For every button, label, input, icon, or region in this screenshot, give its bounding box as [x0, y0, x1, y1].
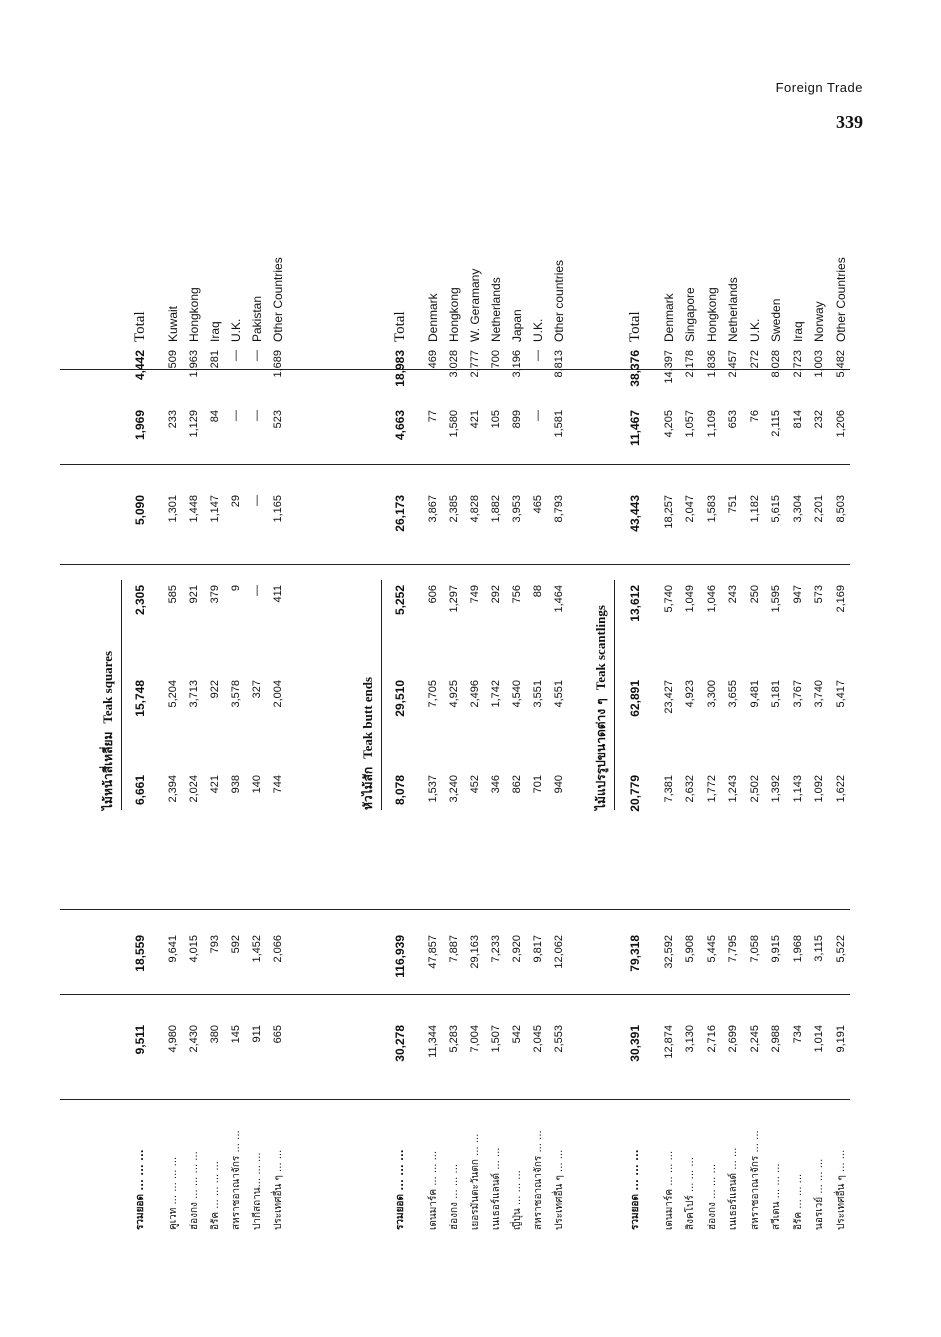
value-cell: 1,448 — [188, 495, 200, 523]
country-thai: คูเวท ... ... ... ... — [168, 1156, 179, 1230]
table-row — [268, 200, 289, 1230]
country-thai: เนเธอร์แลนด์ ... ... — [728, 1147, 739, 1230]
value-cell: 15,748 — [133, 680, 147, 717]
value-cell: 380 — [209, 1025, 221, 1044]
table-row — [163, 200, 184, 1230]
value-cell: 116,939 — [393, 935, 407, 978]
country-english: Total — [627, 311, 643, 342]
country-english: Other Countries — [271, 257, 285, 342]
value-cell: 3,300 — [705, 680, 718, 708]
value-cell: 9,511 — [133, 1025, 147, 1055]
page-number: 339 — [836, 112, 863, 132]
value-cell: 2,047 — [684, 495, 696, 523]
value-cell: 7,058 — [748, 935, 761, 963]
value-cell: 4,551 — [553, 680, 565, 708]
value-cell: 1,464 — [553, 585, 565, 613]
table-row — [831, 200, 852, 1230]
value-cell: 2,305 — [133, 585, 147, 616]
value-cell: 3,028 — [448, 350, 460, 378]
country-thai: สหราชอาณาจักร ... ... — [231, 1130, 242, 1230]
table-row — [702, 200, 723, 1230]
category-label-thai: ไม้แปรรูปขนาดต่าง ๆ — [594, 698, 608, 810]
value-cell: 2,169 — [834, 585, 847, 613]
value-cell: 1,014 — [813, 1025, 825, 1053]
country-thai: สวีเดน ... ... ... — [771, 1163, 782, 1230]
value-cell: 12,062 — [553, 935, 565, 969]
category-underline — [381, 580, 382, 810]
value-cell: 7,381 — [662, 775, 675, 803]
value-cell: 2,777 — [469, 350, 481, 378]
country-thai: อิรัค ... ... ... ... — [210, 1161, 221, 1230]
value-cell: 30,278 — [393, 1025, 407, 1062]
table-row — [507, 200, 528, 1230]
value-cell: 2,385 — [448, 495, 460, 523]
value-cell: 30,391 — [628, 1025, 642, 1062]
running-header: Foreign Trade — [775, 80, 863, 95]
value-cell: 947 — [791, 585, 804, 604]
category-underline — [614, 580, 615, 810]
value-cell: 2,045 — [532, 1025, 544, 1053]
value-cell: 4,923 — [684, 680, 696, 708]
value-cell: 2,066 — [272, 935, 284, 963]
country-english: Pakistan — [250, 295, 264, 342]
value-cell: 421 — [209, 775, 221, 794]
value-cell: 452 — [469, 775, 481, 794]
value-cell: 911 — [251, 1025, 263, 1043]
value-cell: 7,795 — [727, 935, 739, 963]
value-cell: — — [230, 350, 242, 361]
value-cell: 272 — [748, 350, 761, 369]
value-cell: 3,240 — [448, 775, 460, 803]
value-cell: 29 — [230, 495, 242, 508]
value-cell: 281 — [209, 350, 221, 369]
value-cell: 922 — [209, 680, 221, 699]
country-english: U.K. — [229, 318, 243, 342]
value-cell: — — [251, 350, 263, 361]
value-cell: 5,181 — [770, 680, 782, 708]
value-cell: 2,457 — [727, 350, 739, 378]
value-cell: 3,551 — [532, 680, 544, 708]
value-cell: 79,318 — [628, 935, 642, 972]
value-cell: 2,496 — [469, 680, 481, 708]
value-cell: 62,891 — [628, 680, 642, 717]
table-row — [659, 200, 680, 1230]
value-cell: 8,078 — [393, 775, 407, 806]
country-english: Hongkong — [704, 287, 719, 342]
value-cell: 2,699 — [727, 1025, 739, 1053]
country-thai: ญี่ปุ่น ... ... ... — [512, 1170, 523, 1230]
value-cell: 5,740 — [662, 585, 675, 613]
country-thai: รวมยอด ... ... ... — [135, 1149, 146, 1230]
value-cell: 1,595 — [770, 585, 782, 613]
category-label-english: Teak squares — [100, 650, 115, 724]
value-cell: 5,090 — [133, 495, 147, 526]
value-cell: 1,109 — [705, 410, 718, 438]
total-row — [625, 200, 646, 1230]
value-cell: 1,622 — [834, 775, 847, 803]
country-thai: ประเทศอื่น ๆ ... ... — [554, 1149, 565, 1230]
country-english: U.K. — [531, 318, 545, 342]
value-cell: 5,522 — [834, 935, 847, 963]
value-cell: 145 — [230, 1025, 242, 1044]
value-cell: 1,507 — [490, 1025, 502, 1053]
value-cell: 573 — [813, 585, 825, 604]
category-label-thai: หัวไม้สัก — [361, 766, 375, 810]
value-cell: 1,452 — [251, 935, 263, 963]
country-thai: เยอรมันตะวันตก ... ... — [470, 1133, 481, 1230]
value-cell: 7,887 — [448, 935, 460, 963]
value-cell: 243 — [727, 585, 739, 604]
value-cell: 140 — [251, 775, 263, 794]
country-thai: นอรเวย์ ... ... ... — [814, 1158, 825, 1230]
country-thai: เดนมาร์ค ... ... ... — [428, 1150, 439, 1230]
country-thai: สิงคโปร์ ... ... ... — [685, 1157, 696, 1230]
value-cell: 2,004 — [272, 680, 284, 708]
value-cell: 1,129 — [188, 410, 200, 438]
table-row — [549, 200, 570, 1230]
value-cell: 232 — [813, 410, 825, 429]
category-label — [592, 605, 611, 810]
country-english: Hongkong — [447, 287, 461, 342]
value-cell: 1,147 — [209, 495, 221, 523]
value-cell: 751 — [727, 495, 739, 514]
value-cell: 38,376 — [628, 350, 642, 387]
value-cell: 4,205 — [662, 410, 675, 438]
value-cell: 379 — [209, 585, 221, 604]
category-label-thai: ไม้หน้าสี่เหลี่ยม — [101, 731, 115, 810]
country-english: Denmark — [661, 293, 676, 342]
country-thai: รวมยอด ... ... ... — [630, 1149, 641, 1230]
value-cell: 1,057 — [684, 410, 696, 438]
total-row — [130, 200, 151, 1230]
category-label-english: Teak scantlings — [593, 605, 608, 691]
value-cell: 32,592 — [662, 935, 675, 969]
value-cell: 1,092 — [813, 775, 825, 803]
value-cell: — — [532, 350, 544, 361]
value-cell: 4,925 — [448, 680, 460, 708]
value-cell: 1,742 — [490, 680, 502, 708]
value-cell: 23,427 — [662, 680, 675, 714]
value-cell: 1,772 — [705, 775, 718, 803]
category-label — [99, 651, 118, 810]
table-row — [465, 200, 486, 1230]
value-cell: 18,559 — [133, 935, 147, 972]
table-row — [423, 200, 444, 1230]
country-thai: ฮ่องกง ... ... ... — [449, 1163, 460, 1230]
value-cell: 2,723 — [791, 350, 804, 378]
value-cell: 3,655 — [727, 680, 739, 708]
value-cell: 3,867 — [427, 495, 439, 523]
rotated-table — [60, 200, 850, 1230]
value-cell: 4,015 — [188, 935, 200, 963]
table-row — [680, 200, 701, 1230]
value-cell: 793 — [209, 935, 221, 954]
value-cell: 1,301 — [167, 495, 179, 523]
value-cell: — — [532, 410, 544, 421]
value-cell: 88 — [532, 585, 544, 598]
value-cell: 2,245 — [748, 1025, 761, 1053]
value-cell: 5,417 — [834, 680, 847, 708]
value-cell: 4,442 — [133, 350, 147, 381]
value-cell: 77 — [427, 410, 439, 423]
value-cell: 8,793 — [553, 495, 565, 523]
value-cell: 1,583 — [705, 495, 718, 523]
value-cell: 6,661 — [133, 775, 147, 806]
value-cell: 3,740 — [813, 680, 825, 708]
country-english: Denmark — [426, 293, 440, 342]
value-cell: — — [251, 495, 263, 506]
value-cell: 2,178 — [684, 350, 696, 378]
value-cell: 9,915 — [770, 935, 782, 963]
country-thai: ประเทศอื่น ๆ ... ... — [835, 1149, 847, 1230]
value-cell: 3,713 — [188, 680, 200, 708]
country-english: Other Countries — [833, 257, 848, 342]
table-row — [247, 200, 268, 1230]
country-english: Kuwait — [166, 305, 180, 342]
value-cell: 1,003 — [813, 350, 825, 378]
value-cell: 2,632 — [684, 775, 696, 803]
value-cell: 346 — [490, 775, 502, 794]
country-english: W. Geramany — [468, 268, 482, 342]
country-english: Japan — [510, 309, 524, 342]
value-cell: 20,779 — [628, 775, 642, 812]
value-cell: 701 — [532, 775, 544, 794]
value-cell: 585 — [167, 585, 179, 604]
table-row — [184, 200, 205, 1230]
value-cell: 814 — [791, 410, 804, 429]
table-row — [809, 200, 830, 1230]
value-cell: 2,502 — [748, 775, 761, 803]
value-cell: 592 — [230, 935, 242, 954]
value-cell: 3,578 — [230, 680, 242, 708]
value-cell: 47,857 — [427, 935, 439, 969]
country-thai: ฮ่องกง ... ... ... — [706, 1163, 718, 1230]
value-cell: 5,908 — [684, 935, 696, 963]
value-cell: 3,304 — [791, 495, 804, 523]
value-cell: — — [251, 585, 263, 596]
value-cell: 4,663 — [393, 410, 407, 441]
value-cell: 3,130 — [684, 1025, 696, 1053]
table-row — [723, 200, 744, 1230]
value-cell: 9,641 — [167, 935, 179, 963]
value-cell: — — [251, 410, 263, 421]
value-cell: 938 — [230, 775, 242, 794]
value-cell: 11,344 — [427, 1025, 439, 1058]
value-cell: 9,191 — [834, 1025, 847, 1053]
value-cell: 940 — [553, 775, 565, 794]
value-cell: 469 — [427, 350, 439, 369]
value-cell: 5,615 — [770, 495, 782, 523]
country-english: U.K. — [747, 318, 762, 342]
value-cell: 1,963 — [188, 350, 200, 378]
table-row — [766, 200, 787, 1230]
value-cell: 8,503 — [834, 495, 847, 523]
value-cell: 29,510 — [393, 680, 407, 717]
value-cell: 5,283 — [448, 1025, 460, 1053]
category-label-english: Teak butt ends — [360, 676, 375, 759]
value-cell: 18,257 — [662, 495, 675, 529]
country-english: Hongkong — [187, 287, 201, 342]
country-english: Netherlands — [726, 277, 740, 342]
value-cell: 8,028 — [770, 350, 782, 378]
value-cell: 2,201 — [813, 495, 825, 523]
value-cell: 4,540 — [511, 680, 523, 708]
value-cell: 233 — [167, 410, 179, 429]
value-cell: 899 — [511, 410, 523, 429]
category-underline — [121, 580, 122, 810]
country-thai: เนเธอร์แลนด์ ... ... — [491, 1147, 502, 1230]
value-cell: 12,874 — [662, 1025, 675, 1059]
value-cell: 3,953 — [511, 495, 523, 523]
value-cell: 465 — [532, 495, 544, 514]
value-cell: 9,817 — [532, 935, 544, 963]
value-cell: 7,004 — [469, 1025, 481, 1053]
value-cell: 1,581 — [553, 410, 565, 438]
table-row — [486, 200, 507, 1230]
value-cell: 292 — [490, 585, 502, 604]
value-cell: 1,836 — [705, 350, 718, 378]
table-row — [788, 200, 809, 1230]
value-cell: 3,196 — [511, 350, 523, 378]
country-english: Singapore — [683, 287, 697, 342]
country-english: Total — [132, 311, 148, 342]
country-thai: อิรัค ... ... ... — [792, 1173, 804, 1230]
country-thai: ปากีสถาน... ... ... — [252, 1152, 263, 1230]
value-cell: 2,988 — [770, 1025, 782, 1053]
value-cell: 18,983 — [393, 350, 407, 387]
value-cell: 1,392 — [770, 775, 782, 803]
value-cell: 749 — [469, 585, 481, 604]
value-cell: 1,689 — [272, 350, 284, 378]
value-cell: 3,115 — [813, 935, 825, 962]
value-cell: 4,980 — [167, 1025, 179, 1053]
value-cell: 2,115 — [770, 410, 782, 437]
value-cell: 653 — [727, 410, 739, 429]
value-cell: 1,969 — [133, 410, 147, 441]
value-cell: 1,143 — [791, 775, 804, 803]
value-cell: 9 — [230, 585, 242, 592]
value-cell: 1,165 — [272, 495, 284, 523]
country-english: Netherlands — [489, 277, 503, 342]
value-cell: 2,430 — [188, 1025, 200, 1053]
country-english: Total — [392, 311, 408, 342]
category-label — [359, 677, 378, 810]
value-cell: 76 — [748, 410, 761, 423]
country-thai: เดนมาร์ค ... ... ... — [663, 1150, 675, 1230]
value-cell: 421 — [469, 410, 481, 429]
value-cell: 5,252 — [393, 585, 407, 616]
value-cell: 523 — [272, 410, 284, 429]
country-thai: ประเทศอื่น ๆ ... ... — [273, 1149, 284, 1230]
value-cell: 2,394 — [167, 775, 179, 803]
value-cell: 734 — [791, 1025, 804, 1044]
value-cell: 8,813 — [553, 350, 565, 378]
table-row — [444, 200, 465, 1230]
value-cell: 1,182 — [748, 495, 761, 523]
value-cell: 7,705 — [427, 680, 439, 708]
value-cell: 2,024 — [188, 775, 200, 803]
value-cell: 9,481 — [748, 680, 761, 708]
value-cell: 4,828 — [469, 495, 481, 523]
value-cell: 5,445 — [705, 935, 718, 963]
value-cell: 1,882 — [490, 495, 502, 523]
value-cell: 26,173 — [393, 495, 407, 532]
value-cell: 1,537 — [427, 775, 439, 803]
total-row — [390, 200, 411, 1230]
value-cell: 1,968 — [791, 935, 804, 963]
value-cell: 5,204 — [167, 680, 179, 708]
value-cell: 744 — [272, 775, 284, 794]
country-thai: สหราชอาณาจักร ... ... — [533, 1130, 544, 1230]
country-english: Other countries — [552, 259, 566, 342]
value-cell: 84 — [209, 410, 221, 423]
value-cell: 509 — [167, 350, 179, 369]
value-cell: 606 — [427, 585, 439, 604]
value-cell: 7,233 — [490, 935, 502, 963]
value-cell: 665 — [272, 1025, 284, 1044]
value-cell: 2,553 — [553, 1025, 565, 1053]
value-cell: 1,580 — [448, 410, 460, 438]
value-cell: 2,920 — [511, 935, 523, 963]
table-row — [226, 200, 247, 1230]
country-thai: ฮ่องกง ... ... ... ... — [189, 1151, 200, 1230]
value-cell: 327 — [251, 680, 263, 699]
table-row — [528, 200, 549, 1230]
country-english: Iraq — [790, 321, 805, 342]
value-cell: 29,163 — [469, 935, 481, 969]
value-cell: 11,467 — [628, 410, 642, 447]
table-row — [205, 200, 226, 1230]
country-english: Iraq — [208, 321, 222, 342]
country-thai: รวมยอด ... ... ... — [395, 1149, 406, 1230]
value-cell: 1,049 — [684, 585, 696, 613]
value-cell: 1,046 — [705, 585, 718, 613]
value-cell: 1,243 — [727, 775, 739, 803]
value-cell: 1,206 — [834, 410, 847, 438]
value-cell: 250 — [748, 585, 761, 604]
value-cell: 43,443 — [628, 495, 642, 532]
value-cell: 542 — [511, 1025, 523, 1044]
value-cell: 756 — [511, 585, 523, 604]
value-cell: 5,482 — [834, 350, 847, 378]
value-cell: 411 — [272, 585, 284, 603]
value-cell: 13,612 — [628, 585, 642, 622]
value-cell: 1,297 — [448, 585, 460, 613]
value-cell: 2,716 — [705, 1025, 718, 1053]
value-cell: — — [230, 410, 242, 421]
country-english: Sweden — [769, 298, 783, 342]
value-cell: 921 — [188, 585, 200, 604]
country-thai: สหราชอาณาจักร ... ... — [749, 1130, 761, 1230]
value-cell: 3,767 — [791, 680, 804, 708]
value-cell: 105 — [490, 410, 502, 429]
table-row — [745, 200, 766, 1230]
value-cell: 862 — [511, 775, 523, 794]
country-english: Norway — [812, 301, 826, 342]
value-cell: 700 — [490, 350, 502, 369]
value-cell: 14,397 — [662, 350, 675, 384]
